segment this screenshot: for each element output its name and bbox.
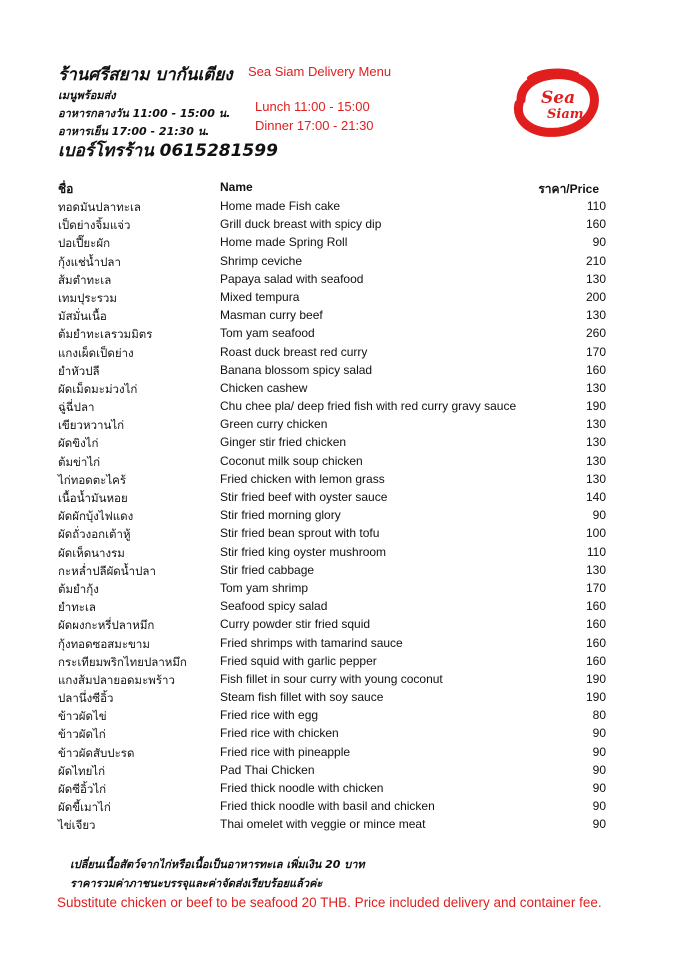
menu-item-thai: ยำหัวปลี — [58, 363, 100, 378]
menu-item-thai: ยำทะเล — [58, 600, 96, 615]
menu-item-price: 160 — [585, 653, 606, 668]
menu-item-name: Fried thick noodle with chicken — [220, 781, 384, 795]
menu-item-thai: แกงส้มปลายอดมะพร้าว — [58, 672, 175, 687]
menu-item-row — [0, 524, 679, 542]
menu-item-price: 160 — [585, 217, 606, 232]
menu-item-thai: ข้าวผัดไข่ — [58, 709, 107, 724]
menu-item-thai: เทมปุระรวม — [58, 290, 117, 305]
menu-item-row — [0, 561, 679, 579]
menu-item-row — [0, 452, 679, 470]
menu-item-thai: ผัดไทยไก่ — [58, 763, 106, 778]
menu-item-name: Chu chee pla/ deep fried fish with red curry gravy sauce — [220, 399, 517, 414]
menu-item-name: Fried shrimps with tamarind sauce — [220, 635, 403, 650]
menu-item-name: Tom yam shrimp — [220, 580, 309, 595]
menu-item-row — [0, 233, 679, 251]
menu-item-thai: แกงเผ็ดเป็ดย่าง — [58, 345, 134, 360]
menu-item-row — [0, 779, 679, 797]
lunch-hours: Lunch 11:00 - 15:00 — [255, 99, 370, 114]
menu-item-row — [0, 615, 679, 633]
sea-siam-logo — [503, 60, 603, 140]
column-header-thai: ชื่อ — [58, 182, 74, 196]
menu-item-price: 190 — [585, 671, 606, 686]
menu-item-row — [0, 343, 679, 361]
menu-item-name: Pad Thai Chicken — [220, 762, 315, 777]
menu-item-price: 190 — [585, 399, 606, 414]
menu-item-row — [0, 706, 679, 724]
menu-item-name: Stir fried beef with oyster sauce — [220, 490, 388, 504]
menu-item-thai: ผัดถั่วงอกเต้าหู้ — [58, 527, 131, 542]
menu-item-thai: ข้าวผัดสับปะรด — [58, 745, 135, 760]
menu-item-price: 170 — [585, 344, 606, 359]
menu-item-price: 90 — [592, 235, 606, 250]
menu-item-row — [0, 197, 679, 215]
menu-item-thai: ผัดซีอิ้วไก่ — [58, 782, 107, 796]
menu-item-row — [0, 379, 679, 397]
menu-item-row — [0, 288, 679, 306]
menu-item-name: Fried rice with egg — [220, 708, 319, 723]
menu-item-name: Grill duck breast with spicy dip — [220, 217, 382, 232]
menu-item-price: 260 — [585, 326, 606, 341]
menu-item-thai: ปลานึ่งซีอิ้ว — [58, 691, 114, 706]
menu-item-price: 130 — [585, 308, 606, 323]
english-note: Substitute chicken or beef to be seafood 20 THB. Price included delivery and container fee. — [57, 895, 602, 910]
menu-item-thai: ไก่ทอดตะไคร้ — [58, 472, 127, 487]
menu-item-price: 170 — [585, 580, 606, 595]
menu-item-row — [0, 597, 679, 615]
menu-item-row — [0, 506, 679, 524]
menu-item-thai: ผัดเห็ดนางรม — [58, 545, 125, 560]
menu-item-row — [0, 743, 679, 761]
menu-item-price: 90 — [592, 744, 606, 759]
menu-item-thai: ข้าวผัดไก่ — [58, 727, 106, 742]
menu-item-name: Fried chicken with lemon grass — [220, 471, 385, 486]
thai-phone: เบอร์โทรร้าน 0615281599 — [58, 141, 278, 161]
menu-item-thai: ต้มยำทะเลรวมมิตร — [58, 327, 153, 342]
menu-item-thai: ผัดผักบุ้งไฟแดง — [58, 509, 134, 524]
menu-item-price: 110 — [586, 544, 606, 559]
menu-item-name: Roast duck breast red curry — [220, 344, 368, 359]
menu-item-thai: ต้มยำกุ้ง — [58, 581, 99, 596]
menu-item-thai: กุ้งแช่น้ำปลา — [58, 254, 121, 269]
menu-item-row — [0, 270, 679, 288]
menu-item-thai: ต้มข่าไก่ — [58, 454, 101, 469]
menu-item-price: 90 — [592, 726, 606, 741]
menu-item-price: 160 — [585, 362, 606, 377]
menu-item-row — [0, 306, 679, 324]
menu-item-name: Steam fish fillet with soy sauce — [220, 690, 384, 705]
column-header-price: ราคา/Price — [538, 182, 599, 196]
menu-item-thai: เป็ดย่างจิ้มแจ่ว — [58, 218, 131, 233]
menu-item-price: 90 — [592, 781, 606, 795]
menu-item-row — [0, 215, 679, 233]
menu-item-name: Curry powder stir fried squid — [220, 617, 371, 632]
menu-item-price: 90 — [592, 799, 606, 814]
menu-item-price: 110 — [586, 199, 606, 213]
menu-item-thai: ผัดเม็ดมะม่วงไก่ — [58, 381, 138, 396]
menu-item-row — [0, 252, 679, 270]
menu-item-thai: กุ้งทอดซอสมะขาม — [58, 636, 150, 651]
menu-item-name: Fried thick noodle with basil and chicken — [220, 799, 435, 814]
menu-item-name: Banana blossom spicy salad — [220, 362, 373, 377]
menu-item-price: 130 — [585, 562, 606, 577]
menu-item-thai: มัสมั่นเนื้อ — [58, 309, 107, 324]
menu-item-name: Chicken cashew — [220, 380, 308, 395]
menu-item-price: 130 — [585, 271, 606, 286]
menu-item-row — [0, 634, 679, 652]
menu-item-price: 160 — [585, 617, 606, 632]
menu-item-row — [0, 688, 679, 706]
menu-item-name: Shrimp ceviche — [220, 253, 303, 268]
menu-item-row — [0, 543, 679, 561]
menu-item-price: 130 — [585, 380, 606, 395]
menu-item-name: Stir fried king oyster mushroom — [220, 544, 387, 559]
menu-item-name: Stir fried bean sprout with tofu — [220, 526, 380, 541]
menu-item-name: Mixed tempura — [220, 289, 300, 304]
menu-item-row — [0, 797, 679, 815]
column-header-name: Name — [220, 180, 253, 194]
menu-item-price: 80 — [592, 708, 606, 723]
menu-item-name: Stir fried cabbage — [220, 562, 315, 577]
thai-lunch-hours: อาหารกลางวัน 11:00 - 15:00 น. — [58, 107, 231, 120]
menu-item-name: Fish fillet in sour curry with young coconut — [220, 671, 443, 686]
menu-item-row — [0, 361, 679, 379]
menu-item-price: 130 — [585, 435, 606, 450]
menu-item-name: Stir fried morning glory — [220, 508, 341, 523]
menu-item-thai: ปอเปี๊ยะผัก — [58, 236, 111, 251]
svg-text:Siam: Siam — [547, 107, 584, 122]
thai-note-price: ราคารวมค่าภาชนะบรรจุและค่าจัดส่งเรียบร้อยแล้วค่ะ — [70, 877, 323, 890]
menu-item-row — [0, 724, 679, 742]
menu-item-name: Home made Spring Roll — [220, 235, 348, 250]
thai-note-substitute: เปลี่ยนเนื้อสัตว์จากไก่หรือเนื้อเป็นอาหารทะเล เพิ่มเงิน 20 บาท — [70, 858, 365, 871]
menu-item-price: 140 — [585, 490, 606, 504]
menu-item-price: 130 — [585, 471, 606, 486]
menu-item-price: 90 — [592, 762, 606, 777]
menu-item-thai: กะหล่ำปลีผัดน้ำปลา — [58, 563, 156, 578]
menu-item-thai: ผัดผงกะหรี่ปลาหมึก — [58, 618, 155, 633]
menu-item-thai: ไข่เจียว — [58, 818, 96, 833]
menu-item-row — [0, 433, 679, 451]
menu-item-price: 160 — [585, 599, 606, 614]
menu-item-price: 90 — [592, 817, 606, 832]
menu-item-thai: ส้มตำทะเล — [58, 272, 112, 287]
menu-item-thai: เขียวหวานไก่ — [58, 418, 125, 433]
menu-item-row — [0, 579, 679, 597]
menu-item-price: 130 — [585, 417, 606, 432]
menu-item-name: Seafood spicy salad — [220, 599, 328, 614]
menu-item-name: Coconut milk soup chicken — [220, 453, 363, 468]
menu-item-row — [0, 815, 679, 833]
menu-item-row — [0, 415, 679, 433]
menu-item-price: 90 — [592, 508, 606, 523]
menu-item-row — [0, 488, 679, 506]
menu-item-name: Fried rice with chicken — [220, 726, 339, 741]
thai-shop-name: ร้านศรีสยาม บากันเตียง — [58, 65, 233, 85]
menu-title: Sea Siam Delivery Menu — [248, 64, 392, 79]
thai-dinner-hours: อาหารเย็น 17:00 - 21:30 น. — [58, 125, 210, 138]
dinner-hours: Dinner 17:00 - 21:30 — [255, 118, 374, 133]
menu-item-price: 190 — [585, 690, 606, 705]
menu-item-name: Fried rice with pineapple — [220, 744, 351, 759]
menu-item-name: Papaya salad with seafood — [220, 271, 364, 286]
menu-item-thai: ผัดขี้เมาไก่ — [58, 800, 111, 815]
menu-list — [0, 197, 679, 834]
menu-item-price: 100 — [585, 526, 606, 541]
menu-item-row — [0, 470, 679, 488]
menu-item-price: 210 — [585, 253, 606, 268]
menu-item-name: Thai omelet with veggie or mince meat — [220, 817, 426, 832]
svg-text:Sea: Sea — [541, 88, 576, 108]
menu-item-name: Fried squid with garlic pepper — [220, 653, 377, 668]
menu-item-thai: ฉู่ฉี่ปลา — [58, 400, 95, 415]
menu-item-row — [0, 761, 679, 779]
menu-item-thai: กระเทียมพริกไทยปลาหมึก — [58, 654, 187, 669]
menu-item-price: 130 — [585, 453, 606, 468]
menu-item-price: 160 — [585, 635, 606, 650]
menu-item-row — [0, 652, 679, 670]
menu-item-row — [0, 397, 679, 415]
menu-item-name: Ginger stir fried chicken — [220, 435, 347, 450]
menu-item-thai: ผัดขิงไก่ — [58, 436, 99, 451]
menu-item-thai: ทอดมันปลาทะเล — [58, 200, 141, 214]
menu-item-thai: เนื้อน้ำมันหอย — [58, 491, 128, 505]
menu-item-row — [0, 324, 679, 342]
menu-item-row — [0, 670, 679, 688]
menu-item-name: Green curry chicken — [220, 417, 328, 432]
thai-delivery-label: เมนูพร้อมส่ง — [58, 89, 116, 102]
menu-item-name: Tom yam seafood — [220, 326, 315, 341]
menu-item-name: Masman curry beef — [220, 308, 323, 323]
menu-item-name: Home made Fish cake — [220, 199, 341, 213]
menu-item-price: 200 — [585, 289, 606, 304]
